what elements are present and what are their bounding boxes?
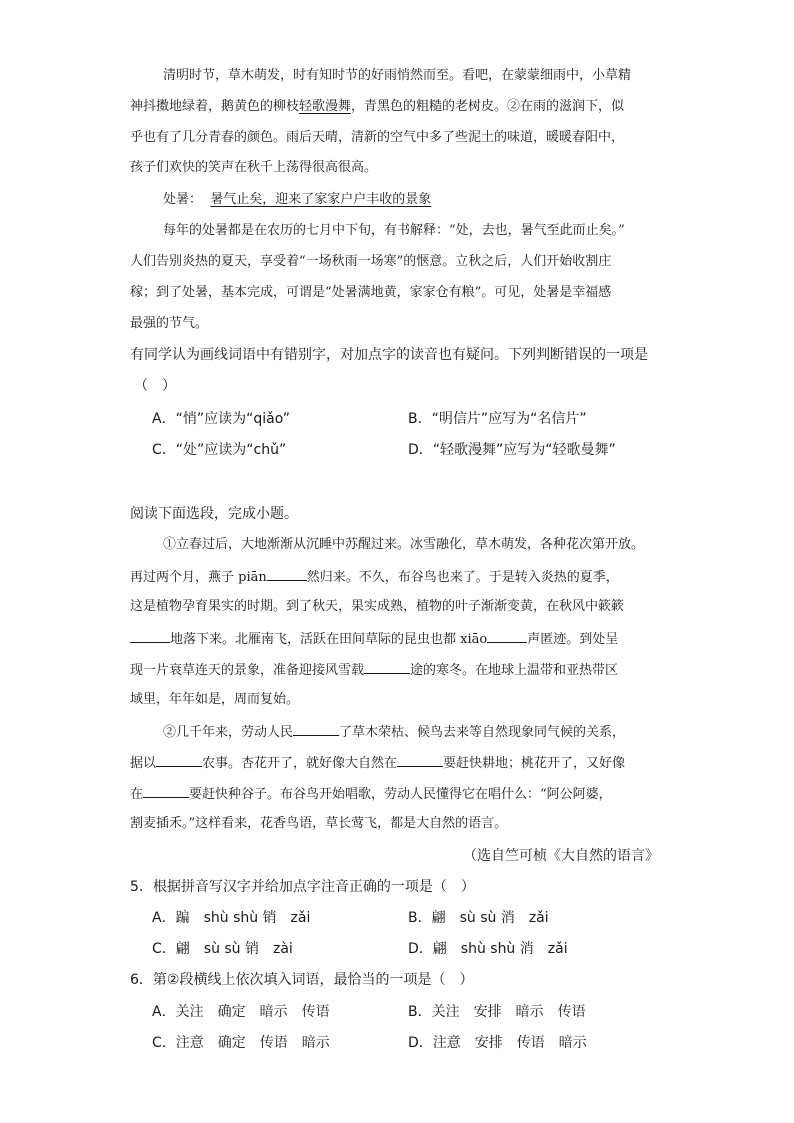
reading-p2-line-3 [130,783,612,805]
passage1-line-2-start: 神抖擞地绿着，鹅黄色的柳枝 [130,99,300,114]
reading-p1-line-5-b: 途的寒冬。在地球上温带和亚热带区 [410,663,619,678]
chushu-label: 处暑： [163,192,203,207]
reading-p2-line-1 [163,721,625,743]
q6-stem: 6．第②段横线上依次填入词语，最恰当的一项是（ ） [130,972,474,988]
reading-p2-line-3-a: 在 [130,787,144,802]
reading-p2-line-2-a: 据以 [130,756,157,771]
reading-p2-line-3-b: 要赶快种谷子。布谷鸟开始唱歌，劳动人民懂得它在唱什么：“阿公阿婆， [189,787,612,802]
reading-p2-line-4: 割麦插禾。”这样看来，花香鸟语，草长莺飞，都是大自然的语言。 [130,816,508,831]
chushu-title: 暑气止矣，迎来了家家户户丰收的景象 [210,192,432,207]
q6-option-c: C．注意 确定 传语 暗示 [152,1035,330,1051]
fill-blank-6 [156,752,202,767]
q5-stem: 5．根据拼音写汉字并给加点字注音正确的一项是（ ） [130,879,475,895]
reading-p1-line-2-a: 再过两个月，燕子 piān [130,570,267,585]
chushu-line-2: 人们告别炎热的夏天，享受着“一场秋雨一场寒”的惬意。立秋之后，人们开始收割庄 [130,254,612,269]
chushu-line-1: 每年的处暑都是在农历的七月中下旬，有书解释：“处，去也，暑气至此而止矣。” [163,223,625,238]
reading-p1-line-5-a: 现一片衰草连天的景象，准备迎接风雪载 [130,663,365,678]
q6-option-b: B．关注 安排 暗示 传语 [408,1004,586,1020]
reading-p1-line-4-a: 地落下来。北雁南飞，活跃在田间草际的昆虫也都 xiāo [170,632,488,647]
q6-option-d: D．注意 安排 传语 暗示 [408,1035,587,1051]
passage1-line-2 [130,97,624,117]
chushu-line-4: 最强的节气。 [130,316,209,331]
q4-option-b: B．“明信片”应写为“名信片” [408,411,587,427]
q4-option-a: A．“悄”应读为“qiǎo” [152,411,291,427]
reading-p1-line-5 [130,659,618,681]
reading-p2-line-2-b: 农事。杏花开了，就好像大自然在 [202,756,398,771]
fill-blank-4 [364,659,410,674]
q5-option-a: A．蹁 shù shù 销 zǎi [152,910,311,926]
q5-option-c: C．翩 sù sù 销 zài [152,941,293,957]
reading-p1-line-2-b: 然归来。不久，布谷鸟也来了。于是转入炎热的夏季， [306,570,619,585]
q6-option-a: A．关注 确定 暗示 传语 [152,1004,330,1020]
reading-p1-line-4 [130,628,618,650]
q4-option-d: D．“轻歌漫舞”应写为“轻歌曼舞” [408,442,616,458]
reading-p1-line-1: ①立春过后，大地渐渐从沉睡中苏醒过来。冰雪融化，草木萌发，各种花次第开放。 [163,537,645,552]
reading-p1-line-2 [130,566,619,588]
underlined-phrase: 轻歌漫舞 [299,99,352,114]
reading-p2-line-1-b: 了草木荣枯、候鸟去来等自然现象同气候的关系， [339,725,626,740]
passage1-line-4: 孩子们欢快的笑声在秋千上荡得很高很高。 [130,160,378,175]
passage1-line-3: 乎也有了几分青春的颜色。雨后天晴，清新的空气中多了些泥土的味道，暖暖春阳中， [130,130,625,145]
q5-option-b: B．翩 sù sù 消 zǎi [408,910,549,926]
reading-p2-line-2-c: 要赶快耕地；桃花开了，又好像 [443,756,626,771]
q4-stem: 有同学认为画线词语中有错别字，对加点字的读音也有疑问。下列判断错误的一项是 [130,347,648,363]
reading-intro: 阅读下面选段，完成小题。 [130,506,298,522]
passage1-line-2-mid: ，青黑色的粗糙的老树皮。 [351,99,508,114]
passage1-line-1: 清明时节，草木萌发，时有知时节的好雨悄然而至。看吧，在蒙蒙细雨中，小草精 [163,68,632,83]
fill-blank-2 [130,628,170,643]
fill-blank-8 [143,783,189,798]
passage1-line-2-end: ②在雨的滋润下，似 [507,99,625,114]
reading-p1-line-3: 这是植物孕育果实的时期。到了秋天，果实成熟，植物的叶子渐渐变黄，在秋风中簌簌 [130,599,625,614]
reading-p1-line-4-b: 声匿迹。到处呈 [527,632,619,647]
reading-p1-line-6: 域里，年年如是，周而复始。 [130,692,300,707]
reading-p2-line-1-a: ②几千年来，劳动人民 [163,725,294,740]
fill-blank-5 [293,721,339,736]
fill-blank-1 [267,566,307,581]
reading-source: （选自竺可桢《大自然的语言》 [463,848,659,864]
fill-blank-3 [487,628,527,643]
fill-blank-7 [397,752,443,767]
q4-option-c: C．“处”应读为“chǔ” [152,442,287,458]
q5-option-d: D．翩 shù shù 消 zǎi [408,941,568,957]
chushu-heading [163,190,431,210]
q4-stem-paren: （ ） [134,378,176,394]
chushu-line-3: 稼；到了处暑，基本完成，可谓是“处暑满地黄，家家仓有粮”。可见，处暑是幸福感 [130,285,612,300]
reading-p2-line-2 [130,752,625,774]
